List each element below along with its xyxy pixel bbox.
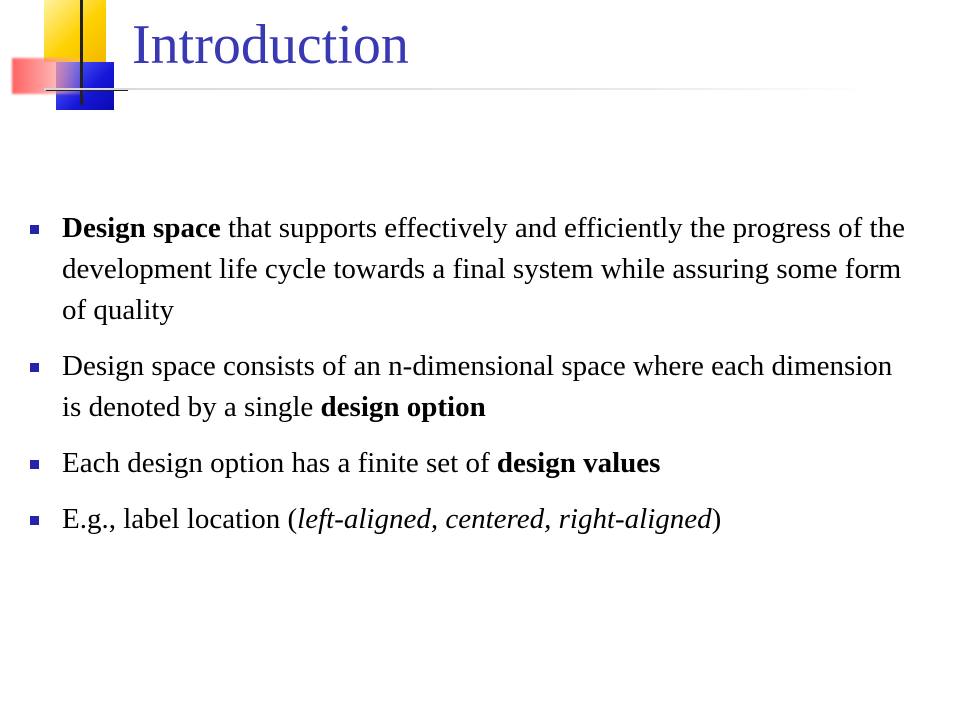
bold-term: design values xyxy=(496,447,661,479)
square-bullet-icon xyxy=(30,516,39,525)
bullet-item xyxy=(30,208,910,331)
bullet-text xyxy=(62,350,892,423)
bold-term: design option xyxy=(320,391,486,423)
text-run: E.g., label location ( xyxy=(62,503,298,535)
bold-term: Design space xyxy=(62,212,221,244)
bullet-item xyxy=(30,346,910,428)
title-divider xyxy=(44,88,874,90)
bullet-text xyxy=(62,447,660,479)
text-run: Design space consists of an n-dimensional space where each dimension is denoted by a single xyxy=(62,350,893,423)
text-run: ) xyxy=(711,503,722,535)
bullet-text xyxy=(62,212,905,326)
text-run: Each design option has a finite set of xyxy=(62,447,497,479)
square-bullet-icon xyxy=(30,225,39,234)
square-bullet-icon xyxy=(30,363,39,372)
square-bullet-icon xyxy=(30,460,39,469)
bullet-list xyxy=(30,208,910,555)
italic-text: left-aligned, centered, right-aligned xyxy=(297,503,712,535)
bullet-text xyxy=(62,503,721,535)
logo-yellow-square xyxy=(44,0,106,62)
bullet-item xyxy=(30,499,910,540)
text-run: that supports effectively and efficiently the progress of the development life cycle towards a final system while assuring some form of quality xyxy=(62,212,905,326)
page-title: Introduction xyxy=(132,14,409,76)
bullet-item xyxy=(30,443,910,484)
